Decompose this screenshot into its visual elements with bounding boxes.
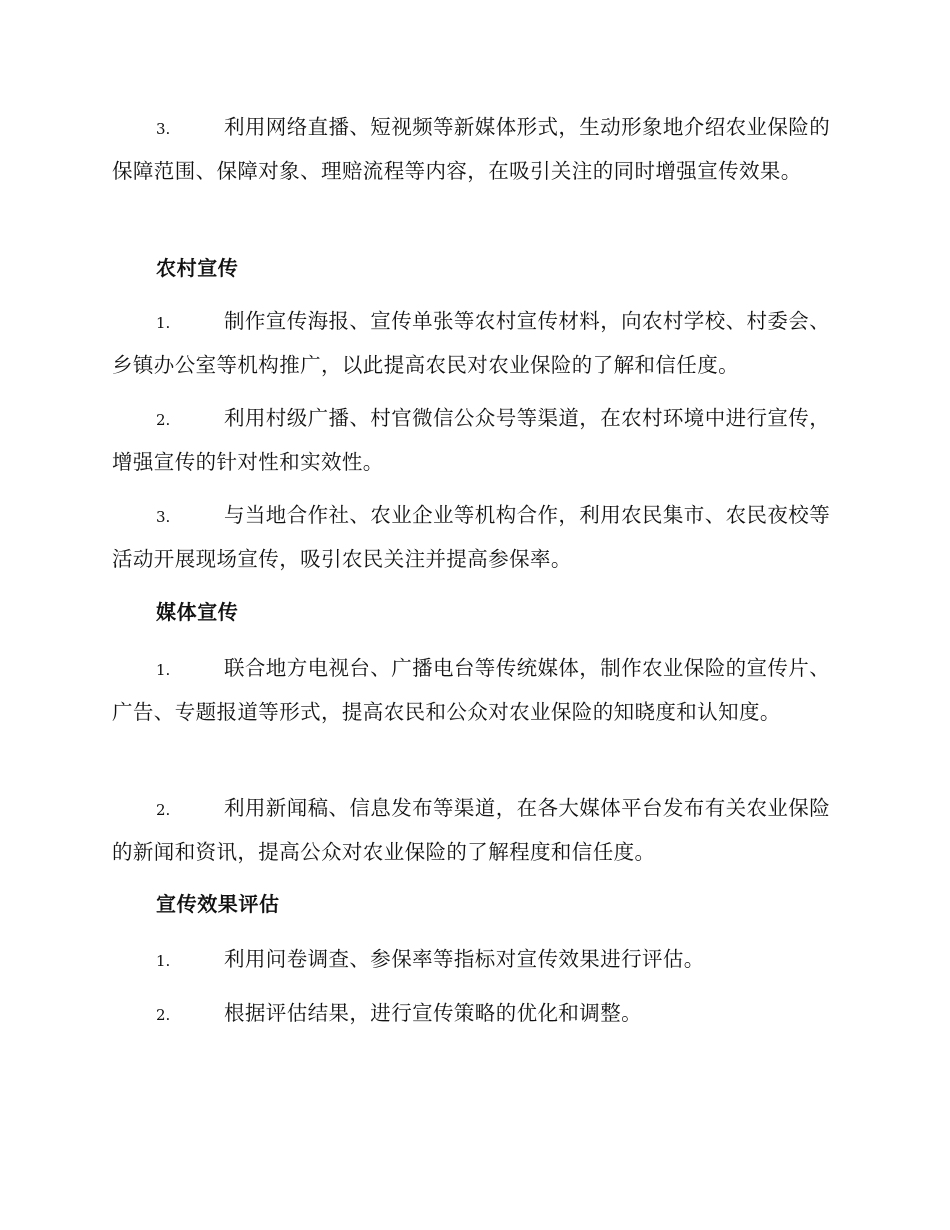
list-item <box>112 494 842 580</box>
list-item-number: 2. <box>156 411 171 429</box>
list-item-text: 与当地合作社、农业企业等机构合作，利用农民集市、农民夜校等活动开展现场宣传，吸引农民关注并提高参保率。 <box>112 503 831 571</box>
list-item <box>112 787 842 873</box>
list-item-number: 1. <box>156 952 171 970</box>
section-heading: 农村宣传 <box>156 256 239 280</box>
section-heading: 媒体宣传 <box>156 600 239 624</box>
section-heading: 宣传效果评估 <box>156 892 280 916</box>
list-item <box>112 992 842 1036</box>
list-item <box>112 647 842 733</box>
list-item-text: 利用网络直播、短视频等新媒体形式，生动形象地介绍农业保险的保障范围、保障对象、理赔流程等内容，在吸引关注的同时增强宣传效果。 <box>112 115 831 183</box>
list-item-text: 根据评估结果，进行宣传策略的优化和调整。 <box>224 1001 642 1025</box>
list-item-number: 3. <box>156 120 171 138</box>
list-item <box>112 397 842 483</box>
list-item-text: 利用问卷调查、参保率等指标对宣传效果进行评估。 <box>224 947 705 971</box>
list-item <box>112 300 842 386</box>
list-item-text: 联合地方电视台、广播电台等传统媒体，制作农业保险的宣传片、广告、专题报道等形式，提高农民和公众对农业保险的知晓度和认知度。 <box>112 656 831 724</box>
list-item <box>112 938 842 982</box>
list-item-number: 2. <box>156 801 171 819</box>
list-item-number: 3. <box>156 508 171 526</box>
list-item-number: 1. <box>156 314 171 332</box>
list-item-text: 利用村级广播、村官微信公众号等渠道，在农村环境中进行宣传，增强宣传的针对性和实效性。 <box>112 406 831 474</box>
list-item-text: 利用新闻稿、信息发布等渠道，在各大媒体平台发布有关农业保险的新闻和资讯，提高公众对农业保险的了解程度和信任度。 <box>112 796 831 864</box>
list-item <box>112 106 842 192</box>
list-item-text: 制作宣传海报、宣传单张等农村宣传材料，向农村学校、村委会、乡镇办公室等机构推广，以此提高农民对农业保险的了解和信任度。 <box>112 309 831 377</box>
list-item-number: 1. <box>156 661 171 679</box>
list-item-number: 2. <box>156 1006 171 1024</box>
